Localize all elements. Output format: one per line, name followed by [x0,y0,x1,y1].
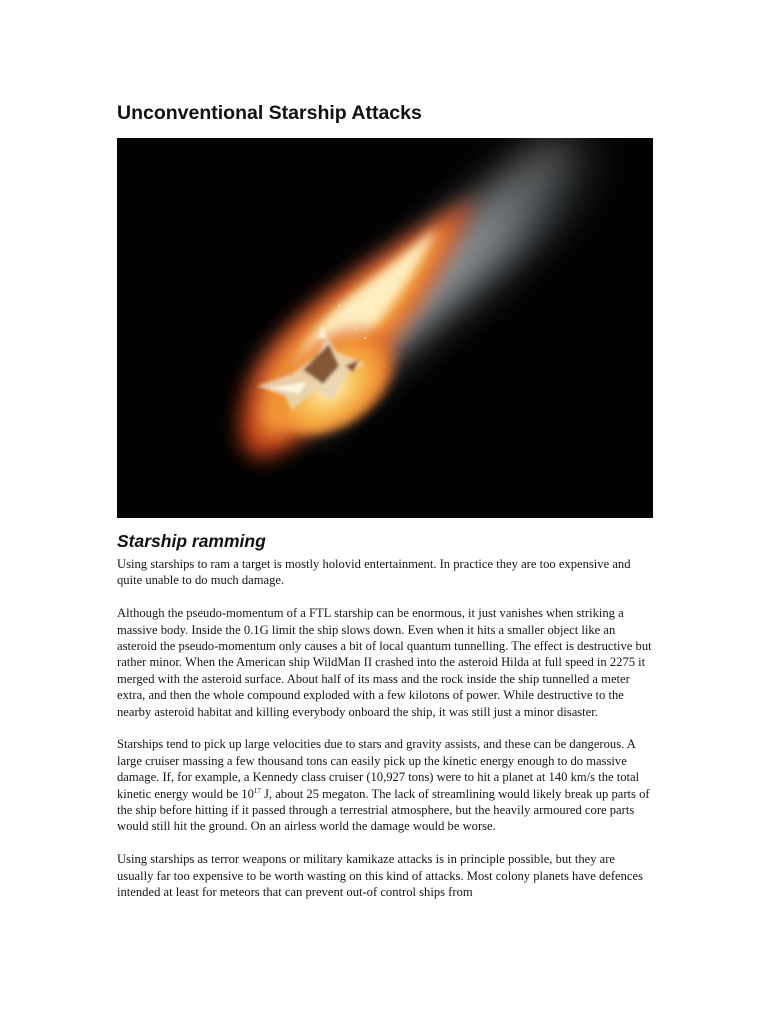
paragraph-3-text-before: Starships tend to pick up large velocities due to stars and gravity assists, and these can be dangerous. A large cruiser massing a few thousand tons can easily pick up the kinetic energy enough to do massive damage. If, for example, a Kennedy class cruiser (10,927 tons) were to hit a planet at 140 km/s the total kinetic energy would be 10 [117,737,640,801]
page-title: Unconventional Starship Attacks [117,102,422,124]
flaming-ship-image [117,138,653,518]
section-heading: Starship ramming [117,531,266,551]
paragraph-1: Using starships to ram a target is mostly holovid entertainment. In practice they are too expensive and quite unable to do much damage. [117,557,631,588]
exponent: 17 [253,786,261,795]
starship-illustration [117,138,653,518]
paragraph-2: Although the pseudo-momentum of a FTL starship can be enormous, it just vanishes when striking a massive body. Inside the 0.1G limit the ship slows down. Even when it hits a smaller object like an asteroid the pseudo-momentum only causes a bit of local quantum tunnelling. The effect is destructive but rather minor. When the American ship WildMan II crashed into the asteroid Hilda at full speed in 2275 it merged with the asteroid surface. About half of its mass and the rock inside the ship tunnelled a meter extra, and then the whole compound exploded with a few kilotons of power. While destructive to the nearby asteroid habitat and killing everybody onboard the ship, it was still just a minor disaster. [117,606,652,719]
paragraph-3 [117,736,653,834]
article-body [117,556,653,917]
paragraph-4: Using starships as terror weapons or military kamikaze attacks is in principle possible, but they are usually far too expensive to be worth wasting on this kind of attacks. Most colony planets have defences intended at least for meteors that can prevent out-of control ships from [117,852,644,900]
paragraph-3-text-after: J, about 25 megaton. The lack of streamlining would likely break up parts of the ship before hitting if it passed through a terrestrial atmosphere, but the heavily armoured core parts would still hit the ground. On an airless world the damage would be worse. [117,786,650,834]
